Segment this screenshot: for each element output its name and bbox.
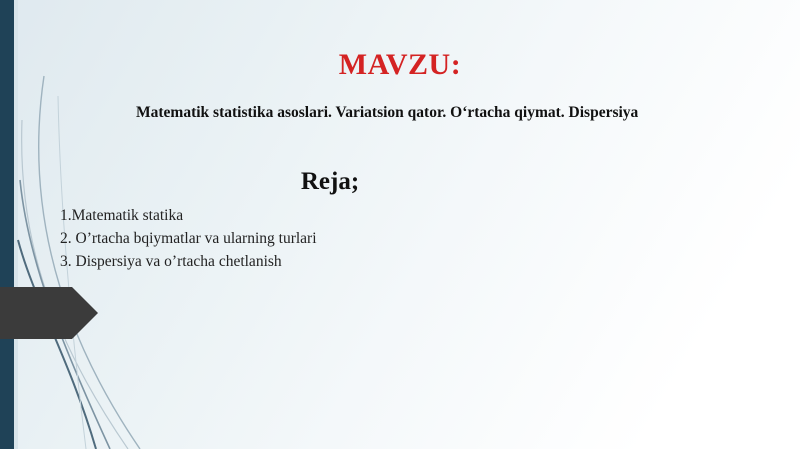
list-item: 1.Matematik statika [60, 207, 184, 224]
plan-heading: Reja; [300, 168, 360, 195]
list-item: 3. Dispersiya va o’rtacha chetlanish [60, 252, 282, 270]
arrow-banner-body [0, 287, 72, 339]
plan-list [60, 205, 700, 273]
page-title: MAVZU: [338, 48, 462, 81]
arrow-banner-shape [0, 287, 100, 339]
list-item: 2. O’rtacha bqiymatlar va ularning turlari [60, 229, 317, 247]
slide-subtitle: Matematik statistika asoslari. Variatsion qator. O‘rtacha qiymat. Dispersiya [136, 104, 639, 121]
arrow-banner-tip [72, 287, 98, 339]
